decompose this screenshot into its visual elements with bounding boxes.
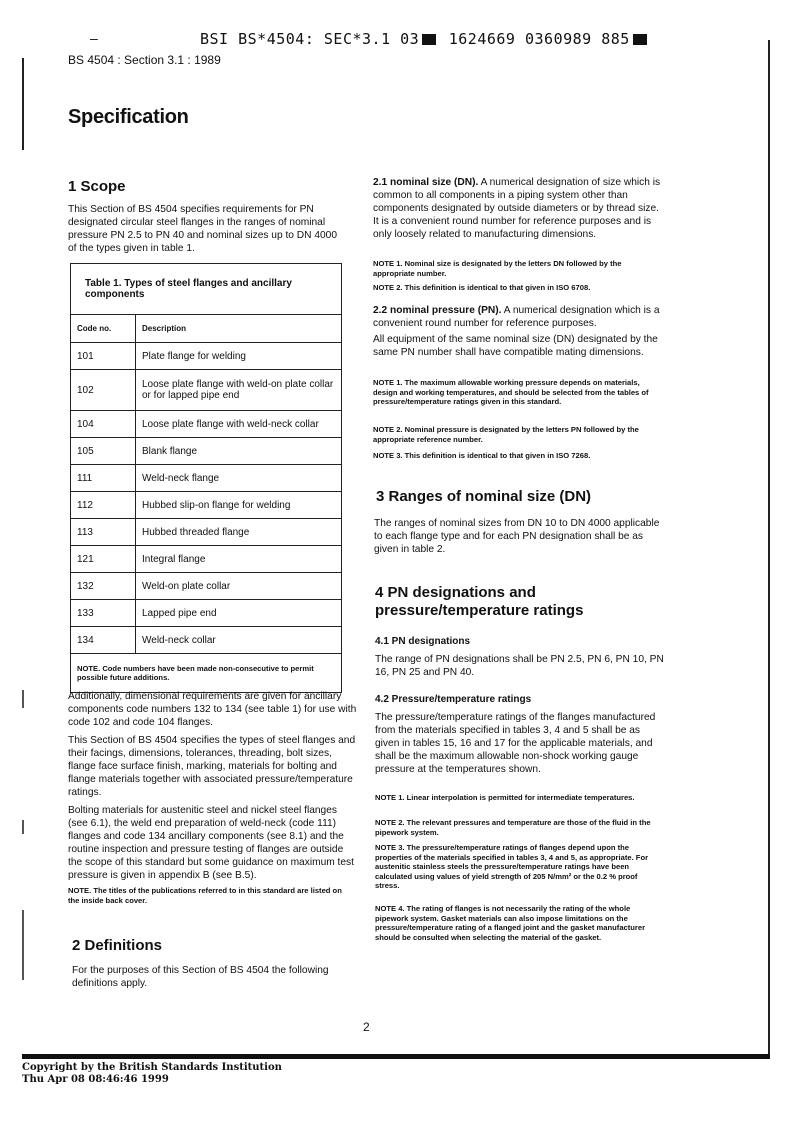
definition-22-note3: NOTE 3. This definition is identical to that given in ISO 7268.: [373, 451, 591, 460]
description-cell: Lapped pipe end: [136, 600, 342, 627]
code-cell: 133: [71, 600, 136, 627]
para-additionally: Additionally, dimensional requirements are given for ancillary components code numbers 132 to 134 (see table 1) for use with code 102 and code 104 flanges.: [68, 691, 357, 728]
para-specifies: This Section of BS 4504 specifies the types of steel flanges and their facings, dimensions, tolerances, threading, bolt sizes, flange face surface finish, marking, materials for bolting and flange materials together with associated pressure/temperature ratings.: [68, 735, 356, 798]
definition-22-note1: NOTE 1. The maximum allowable working pressure depends on materials, design and working temperatures, and should be selected from the tables of pressure/temperature ratings given in this standard.: [373, 378, 649, 406]
description-cell: Hubbed slip-on flange for welding: [136, 492, 342, 519]
description-cell: Hubbed threaded flange: [136, 519, 342, 546]
definition-22-text2: All equipment of the same nominal size (DN) designated by the same PN number shall have compatible mating dimensions.: [373, 334, 658, 358]
code-cell: 101: [71, 343, 136, 370]
table-row: [71, 627, 342, 654]
table-row: [71, 343, 342, 370]
code-cell: 102: [71, 370, 136, 411]
ranges-heading: 3 Ranges of nominal size (DN): [376, 488, 592, 505]
scan-mark: [22, 910, 24, 980]
pn-heading-line2: pressure/temperature ratings: [375, 602, 584, 619]
description-cell: Weld-on plate collar: [136, 573, 342, 600]
scope-note: NOTE. The titles of the publications referred to in this standard are listed on the inside back cover.: [68, 886, 342, 905]
term-nominal-pressure: 2.2 nominal pressure (PN).: [373, 305, 502, 316]
ratings-note4: NOTE 4. The rating of flanges is not necessarily the rating of the whole pipework system. Gasket materials can also impose limitations on the pressure/temperature rating of a flanged joint and the gasket manufacturer should be consulted when selecting the material of the gasket.: [375, 904, 646, 942]
left-margin-rule: [22, 58, 24, 150]
code-cell: 105: [71, 438, 136, 465]
header-code-part2: 1624669 0360989 885: [448, 30, 630, 48]
table-row: [71, 370, 342, 411]
ranges-text: The ranges of nominal sizes from DN 10 to DN 4000 applicable to each flange type and for each PN designation shall be as given in table 2.: [374, 518, 660, 555]
table-row: [71, 573, 342, 600]
scope-heading: 1 Scope: [68, 178, 126, 195]
description-cell: Weld-neck flange: [136, 465, 342, 492]
description-cell: Loose plate flange with weld-neck collar: [136, 411, 342, 438]
scope-intro: This Section of BS 4504 specifies requirements for PN designated circular steel flanges in the ranges of nominal pressure PN 2.5 to PN 40 and nominal sizes up to DN 4000 of the types given in table 1.: [68, 204, 337, 254]
definitions-heading: 2 Definitions: [72, 937, 163, 954]
code-cell: 134: [71, 627, 136, 654]
code-cell: 111: [71, 465, 136, 492]
ratings-note1: NOTE 1. Linear interpolation is permitted for intermediate temperatures.: [375, 793, 635, 802]
ratings-heading: 4.2 Pressure/temperature ratings: [375, 694, 532, 705]
code-cell: 121: [71, 546, 136, 573]
definition-21-note2: NOTE 2. This definition is identical to that given in ISO 6708.: [373, 283, 591, 292]
header-code-part1: BSI BS*4504: SEC*3.1 03: [200, 30, 420, 48]
definitions-intro: For the purposes of this Section of BS 4504 the following definitions apply.: [72, 965, 329, 989]
table-row: [71, 465, 342, 492]
pn-designations-text: The range of PN designations shall be PN 2.5, PN 6, PN 10, PN 16, PN 25 and PN 40.: [375, 654, 664, 678]
scan-mark: [22, 820, 24, 834]
definition-22-note2: NOTE 2. Nominal pressure is designated by the letters PN followed by the appropriate reference number.: [373, 425, 639, 444]
barcode-block: [633, 34, 647, 45]
description-cell: Integral flange: [136, 546, 342, 573]
code-cell: 112: [71, 492, 136, 519]
definition-nominal-size: 2.1 nominal size (DN). A numerical designation of size which is common to all components in a piping system other than components designated by outside diameters or by thread size. It is a convenient round number for reference purposes and is only loosely related to manufacturing dimensions.: [373, 177, 661, 240]
table-row: [71, 492, 342, 519]
code-cell: 132: [71, 573, 136, 600]
description-cell: Blank flange: [136, 438, 342, 465]
description-cell: Weld-neck collar: [136, 627, 342, 654]
flange-types-table: [70, 263, 342, 693]
description-cell: Plate flange for welding: [136, 343, 342, 370]
document-reference: BS 4504 : Section 3.1 : 1989: [68, 53, 221, 67]
copyright-notice: [22, 1062, 282, 1086]
code-cell: 104: [71, 411, 136, 438]
right-margin-rule: [768, 40, 770, 1058]
scan-mark: [22, 690, 24, 708]
column-header-description: Description: [136, 315, 342, 343]
table-note: NOTE. Code numbers have been made non-consecutive to permit possible future additions.: [71, 654, 342, 693]
timestamp-line: Thu Apr 08 08:46:46 1999: [22, 1074, 169, 1085]
page-title: Specification: [68, 106, 189, 128]
pn-heading-line1: 4 PN designations and: [375, 584, 536, 601]
copyright-line: Copyright by the British Standards Institution: [22, 1062, 282, 1073]
page-number: 2: [363, 1020, 370, 1034]
header-code: [200, 30, 680, 52]
para-bolting: Bolting materials for austenitic steel and nickel steel flanges (see 6.1), the weld end preparation of weld-neck (code 111) flanges and code 134 ancillary components (see 8.1) and the routine inspection and pressure testing of flanges are outside the scope of this standard but some guidance on maximum test pressure is given in appendix B (see B.5).: [68, 805, 354, 881]
table-caption: Table 1. Types of steel flanges and ancillary components: [71, 264, 342, 315]
definition-nominal-pressure: 2.2 nominal pressure (PN). A numerical designation which is a convenient round number for reference purposes.: [373, 305, 660, 329]
barcode-block: [422, 34, 436, 45]
description-cell: Loose plate flange with weld-on plate collar or for lapped pipe end: [136, 370, 342, 411]
header-dash: –: [90, 30, 98, 46]
column-header-code: Code no.: [71, 315, 136, 343]
code-cell: 113: [71, 519, 136, 546]
table-row: [71, 519, 342, 546]
term-nominal-size: 2.1 nominal size (DN).: [373, 177, 479, 188]
table-row: [71, 546, 342, 573]
definition-21-note1: NOTE 1. Nominal size is designated by the letters DN followed by the appropriate number.: [373, 259, 622, 278]
pn-designations-heading: 4.1 PN designations: [375, 636, 471, 647]
ratings-note3: NOTE 3. The pressure/temperature ratings of flanges depend upon the properties of the materials specified in tables 3, 4 and 5, as appropriate. For austenitic stainless steels the pressure/temperature ratings have been calculated using values of yield strength of 205 N/mm² or the 0.2 % proof stress.: [375, 843, 649, 890]
table-row: [71, 411, 342, 438]
table-row: [71, 600, 342, 627]
ratings-text: The pressure/temperature ratings of the flanges manufactured from the materials specified in tables 3, 4 and 5 shall be as given in tables 15, 16 and 17 for the applicable materials, and shall be the maximum allowable non-shock working gauge pressure at the temperatures shown.: [375, 712, 656, 775]
table-row: [71, 438, 342, 465]
bottom-rule: [22, 1054, 770, 1059]
ratings-note2: NOTE 2. The relevant pressures and temperature are those of the fluid in the pipework system.: [375, 818, 651, 837]
